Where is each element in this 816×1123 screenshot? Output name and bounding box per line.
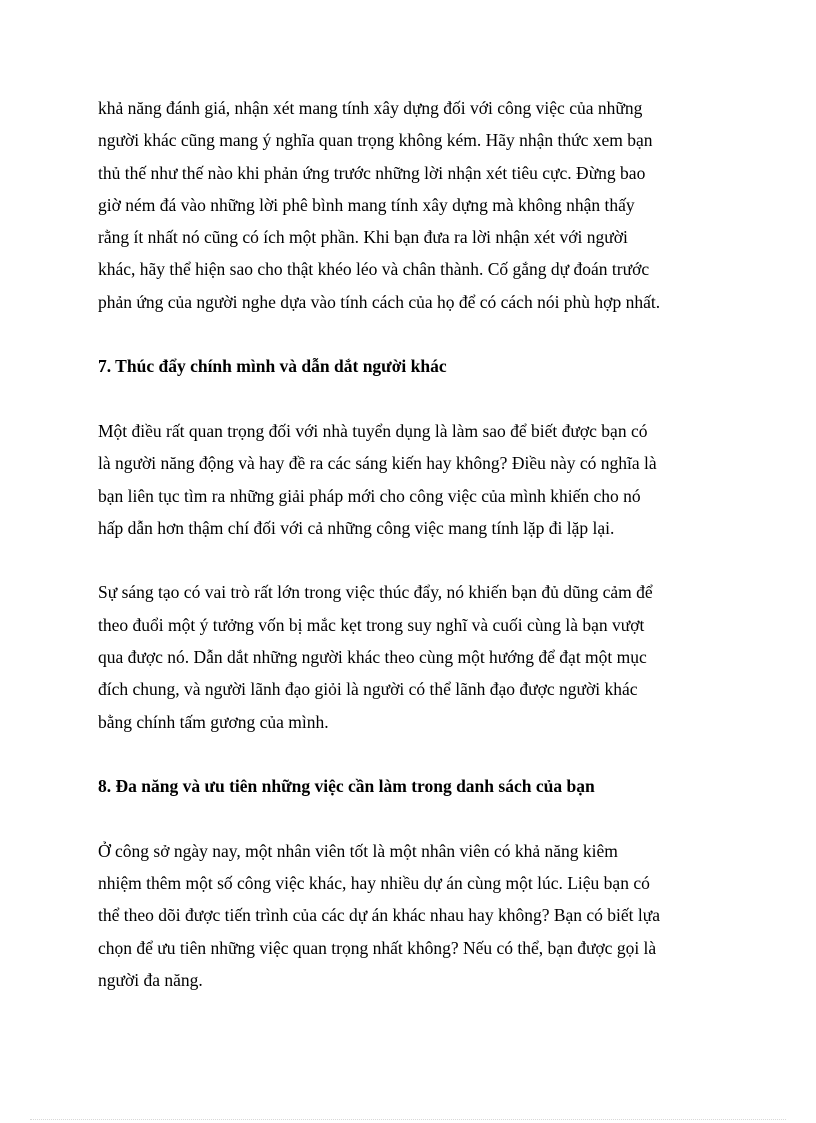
paragraph-line: Sự sáng tạo có vai trò rất lớn trong việc thúc đẩy, nó khiến bạn đủ dũng cảm để xyxy=(98,582,653,603)
paragraph-line: phản ứng của người nghe dựa vào tính cách của họ để có cách nói phù hợp nhất. xyxy=(98,291,661,312)
paragraph-initiative xyxy=(98,415,722,544)
paragraph-line: chọn để ưu tiên những việc quan trọng nhất không? Nếu có thể, bạn được gọi là xyxy=(98,937,657,958)
paragraph-spacer xyxy=(98,318,722,350)
document-body xyxy=(98,92,722,996)
section-heading-8: 8. Đa năng và ưu tiên những việc cần làm trong danh sách của bạn xyxy=(98,776,595,797)
paragraph-spacer xyxy=(98,544,722,576)
paragraph-multitasking xyxy=(98,835,722,996)
paragraph-line: rằng ít nhất nó cũng có ích một phần. Khi bạn đưa ra lời nhận xét với người xyxy=(98,227,628,248)
paragraph-line: Một điều rất quan trọng đối với nhà tuyển dụng là làm sao để biết được bạn có xyxy=(98,420,648,441)
paragraph-line: theo đuổi một ý tưởng vốn bị mắc kẹt trong suy nghĩ và cuối cùng là bạn vượt xyxy=(98,614,645,635)
paragraph-spacer xyxy=(98,738,722,770)
paragraph-line: bạn liên tục tìm ra những giải pháp mới cho công việc của mình khiến cho nó xyxy=(98,485,641,506)
paragraph-line: khả năng đánh giá, nhận xét mang tính xây dựng đối với công việc của những xyxy=(98,98,643,118)
paragraph-line: bằng chính tấm gương của mình. xyxy=(98,711,329,732)
paragraph-line: người đa năng. xyxy=(98,970,203,991)
paragraph-spacer xyxy=(98,803,722,835)
paragraph-line: là người năng động và hay đề ra các sáng kiến hay không? Điều này có nghĩa là xyxy=(98,453,657,474)
paragraph-spacer xyxy=(98,383,722,415)
paragraph-line: đích chung, và người lãnh đạo giỏi là người có thể lãnh đạo được người khác xyxy=(98,679,638,700)
paragraph-line: thủ thế như thế nào khi phản ứng trước những lời nhận xét tiêu cực. Đừng bao xyxy=(98,162,646,183)
paragraph-line: khác, hãy thể hiện sao cho thật khéo léo và chân thành. Cố gắng dự đoán trước xyxy=(98,259,650,280)
paragraph-line: thể theo dõi được tiến trình của các dự án khác nhau hay không? Bạn có biết lựa xyxy=(98,905,661,926)
page-bottom-rule xyxy=(30,1119,786,1120)
section-heading-7: 7. Thúc đẩy chính mình và dẫn dắt người khác xyxy=(98,356,447,377)
paragraph-line: hấp dẫn hơn thậm chí đối với cả những công việc mang tính lặp đi lặp lại. xyxy=(98,517,615,538)
paragraph-line: nhiệm thêm một số công việc khác, hay nhiều dự án cùng một lúc. Liệu bạn có xyxy=(98,873,650,894)
paragraph-constructive-feedback xyxy=(98,92,722,318)
paragraph-line: Ở công sở ngày nay, một nhân viên tốt là một nhân viên có khả năng kiêm xyxy=(98,840,618,861)
paragraph-creativity-leadership xyxy=(98,576,722,737)
paragraph-line: qua được nó. Dẫn dắt những người khác theo cùng một hướng để đạt một mục xyxy=(98,647,647,668)
paragraph-line: giờ ném đá vào những lời phê bình mang tính xây dựng mà không nhận thấy xyxy=(98,194,635,215)
paragraph-line: người khác cũng mang ý nghĩa quan trọng không kém. Hãy nhận thức xem bạn xyxy=(98,130,653,151)
